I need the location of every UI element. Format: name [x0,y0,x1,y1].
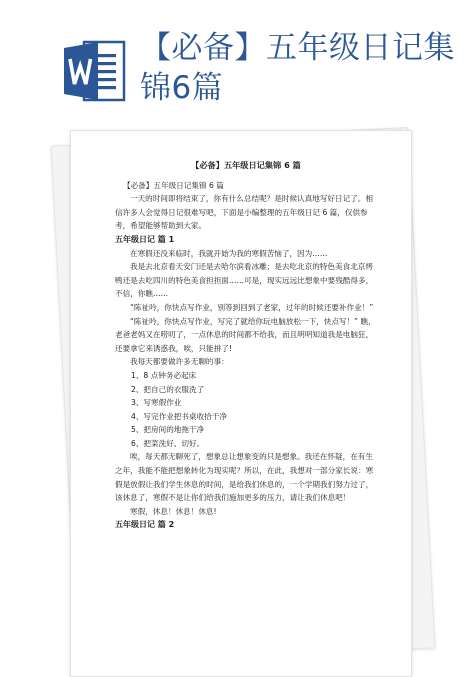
paragraph: “陈祉吟，你快点写作业，写完了就给你玩电脑放松一下，快点写！” 瞧，老爸老妈又在唠叨了，一点休息的时间都不给我，而且明明知道我是电脑狂，还要拿它来诱惑我，唉，只能拼了! [115,316,376,353]
page-title: 【必备】五年级日记集锦6篇 [140,30,455,106]
list-item: 4、写完作业把书桌收拾干净 [131,411,227,421]
document-page [70,130,412,677]
header-banner [0,0,474,130]
document-title: 【必备】五年级日记集锦 6 篇 [191,160,301,170]
list-item: 1、8 点钟务必起床 [131,370,197,380]
paragraph: 我每天都要做许多无聊的事： [130,357,229,367]
word-document-icon [62,38,128,104]
closing-paragraph: 唉，每天都无聊死了，想象总让想象变的只是想象。我还在怀疑，在有生之年，我能不能把想象转化为现实呢？所以，在此，我想对一部分家长说：寒假是放假让我们学生休息的时间，是给我们休息的，一个学期我们努力过了，该休息了，寒假不是让你们给我们施加更多的压力，请让我们休息吧！ [115,452,374,503]
section-heading-1: 五年级日记 篇 1 [115,234,175,244]
list-item: 2、把自己的衣服洗了 [131,384,205,394]
list-item: 5、把房间的地拖干净 [131,425,205,435]
list-item: 3、写寒假作业 [131,398,182,408]
paragraph: 在寒假还没来临时，我就开始为我的寒假苦恼了，因为…… [130,248,328,258]
list-item: 6、把菜洗好、切好。 [131,438,205,448]
intro-paragraph: 一天的时间即将结束了，你有什么总结呢？是时候认真地写好日记了。相信许多人会觉得日记很难写吧，下面是小编整理的五年级日记 6 篇，仅供参考，希望能够帮助到大家。 [115,194,373,231]
paragraph: 我是去北京看天安门还是去哈尔滨看冰雕；是去吃北京的特色美食北京烤鸭还是去吃四川的特色美食担担面……可是，现实远远比想象中要残酷得多，不信，你瞧…… [115,262,374,299]
paragraph: “陈祉吟，你快点写作业，别等到回到了老家，过年的时候还要补作业！” [130,302,374,312]
document-subtitle: 【必备】五年级日记集锦 6 篇 [123,180,224,190]
final-line: 寒假，休息！休息！休息! [130,506,217,516]
document-body [115,159,377,532]
section-heading-2: 五年级日记 篇 2 [115,520,175,530]
